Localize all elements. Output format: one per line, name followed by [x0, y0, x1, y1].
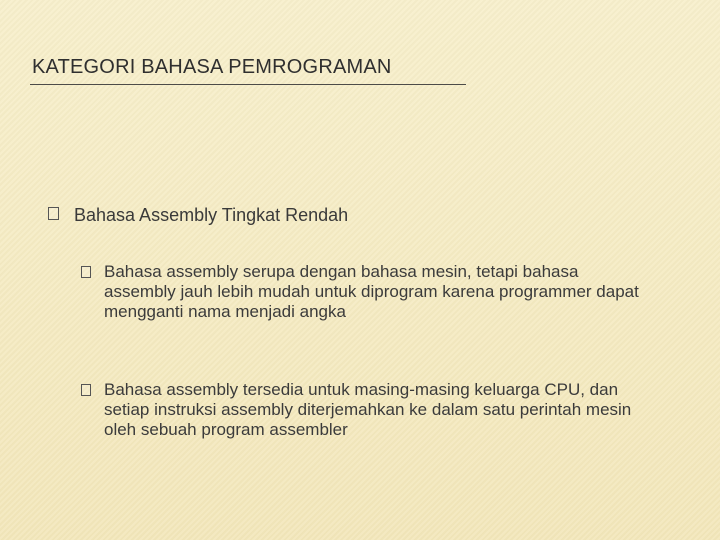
checkbox-square-icon [48, 207, 59, 220]
level-1-bullet [48, 204, 668, 226]
subpoint-item [81, 262, 641, 322]
title-underline [30, 84, 466, 85]
checkbox-square-icon [81, 266, 91, 278]
subpoint-text: Bahasa assembly serupa dengan bahasa mesin, tetapi bahasa assembly jauh lebih mudah untuk diprogram karena programmer dapat mengganti nama menjadi angka [104, 262, 639, 321]
subpoint-text: Bahasa assembly tersedia untuk masing-masing keluarga CPU, dan setiap instruksi assembly diterjemahkan ke dalam satu perintah mesin oleh sebuah program assembler [104, 380, 632, 439]
subpoint-item [81, 380, 641, 440]
checkbox-square-icon [81, 384, 91, 396]
slide-title: KATEGORI BAHASA PEMROGRAMAN [32, 56, 392, 78]
level-1-text: Bahasa Assembly Tingkat Rendah [74, 205, 349, 225]
